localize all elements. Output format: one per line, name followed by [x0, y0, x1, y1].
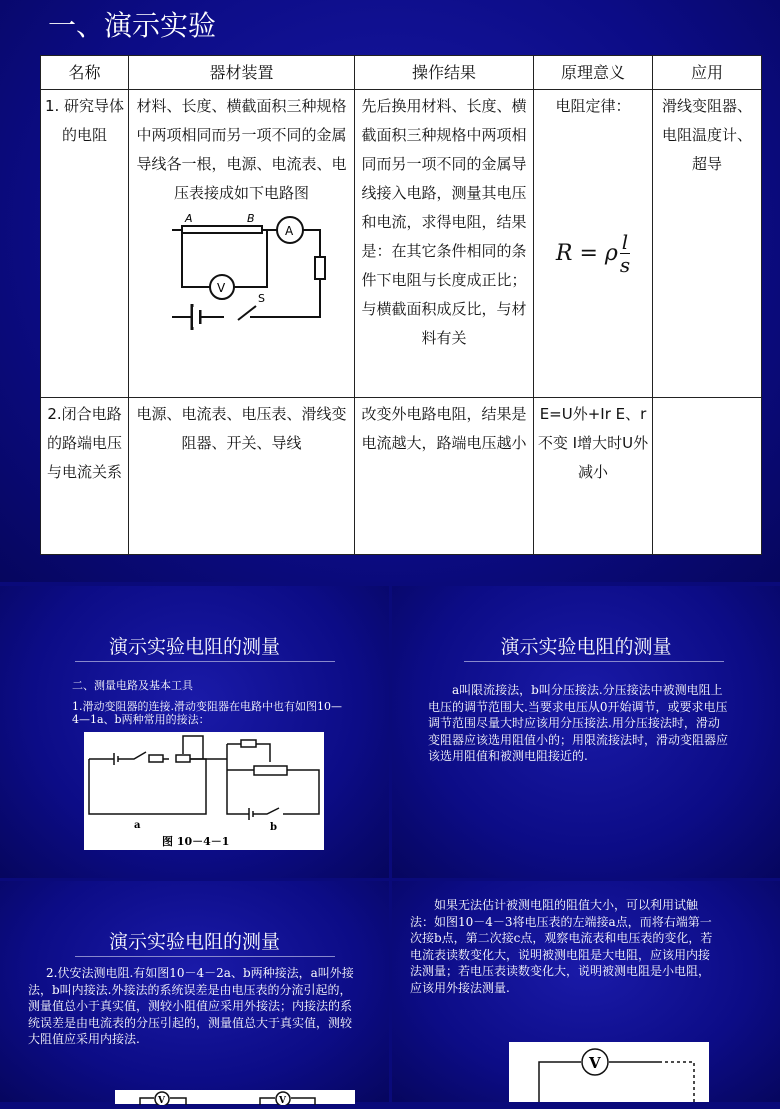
voltmeter-label: V	[589, 1054, 601, 1072]
label-b: B	[246, 212, 255, 225]
resistance-circuit-diagram	[152, 212, 332, 332]
cell-result: 改变外电路电阻，结果是电流越大，路端电压越小	[355, 398, 534, 555]
header-name: 名称	[41, 56, 129, 90]
voltammetry-circuits	[115, 1091, 355, 1105]
body-text: 1.滑动变阻器的连接.滑动变阻器在电路中也有如图10—4—1a、b两种常用的接法：	[72, 700, 342, 726]
voltmeter-label: V	[216, 281, 225, 295]
figure-caption: 图 10－4－1	[162, 835, 230, 848]
cell-name: 1. 研究导体的电阻	[41, 90, 129, 398]
formula-lhs: R = ρ	[555, 241, 618, 266]
resistance-formula	[537, 231, 649, 276]
formula-numerator: l	[621, 230, 629, 254]
cell-principle	[534, 90, 653, 398]
body-text: 2.伏安法测电阻.有如图10－4－2a、b两种接法，a叫外接法，b叫内接法.外接法的系统误差是由电压表的分流引起的，测量值总小于真实值，测较小阻值应采用外接法；内接法的系统误差是由电流表的分压引起的，测量值总大于真实值，测较大阻值应采用内接法.	[28, 966, 354, 1046]
table-header-row	[41, 56, 762, 90]
body-text: 如果无法估计被测电阻的阻值大小，可以利用试触法：如图10－4－3将电压表的左端接a点，而将右端第一次接b点，第二次接c点，观察电流表和电压表的变化，若电流表读数变化大，说明被测电阻是大电阻，应该用内接法测量；若电压表读数变化大，说明被测电阻是小电阻，应该用外接法测量.	[410, 898, 713, 995]
label-a: A	[184, 212, 193, 225]
slide-title: 一、演示实验	[48, 9, 217, 42]
slide-trial-contact	[392, 881, 780, 1102]
body-text: a叫限流接法，b叫分压接法.分压接法中被测电阻上电压的调节范围大.当要求电压从0开始调节，或要求电压调节范围尽量大时应该用分压接法.用分压接法时，滑动变阻器应该选用阻值小的；用限流接法时，滑动变阻器应该选用阻值和被测电阻接近的.	[428, 683, 729, 763]
slide-voltammetry	[0, 881, 389, 1105]
figure-10-4-1	[84, 732, 324, 850]
header-equipment: 器材装置	[129, 56, 355, 90]
figure-label-b: b	[270, 822, 277, 833]
formula-denominator: s	[619, 253, 631, 277]
header-principle: 原理意义	[534, 56, 653, 90]
cell-equipment	[129, 90, 355, 398]
voltmeter-label: V	[279, 1096, 286, 1105]
voltmeter-label: V	[158, 1096, 165, 1105]
slide-connection-methods	[392, 586, 780, 878]
title-divider	[464, 661, 724, 662]
cell-principle: E=U外+Ir E、r不变 I增大时U外减小	[534, 398, 653, 555]
header-result: 操作结果	[355, 56, 534, 90]
table-row	[41, 398, 762, 555]
title-divider	[75, 956, 335, 957]
header-application: 应用	[653, 56, 762, 90]
switch-label: S	[257, 292, 265, 305]
ammeter-label: A	[284, 224, 293, 238]
figure-label-a: a	[134, 820, 141, 831]
rheostat-circuits	[84, 732, 324, 850]
cell-application	[653, 398, 762, 555]
cell-equipment: 电源、电流表、电压表、滑线变阻器、开关、导线	[129, 398, 355, 555]
section-subtitle: 二、测量电路及基本工具	[72, 679, 193, 692]
slide-title: 演示实验电阻的测量	[108, 636, 280, 658]
figure-10-4-3	[509, 1042, 709, 1102]
cell-application: 滑线变阻器、电阻温度计、超导	[653, 90, 762, 398]
slide-measurement-tools	[0, 586, 389, 878]
equipment-text: 材料、长度、横截面积三种规格中两项相同而另一项不同的金属导线各一根，电源、电流表、电压表接成如下电路图	[136, 97, 347, 202]
cell-name: 2.闭合电路的路端电压与电流关系	[41, 398, 129, 555]
principle-text: 电阻定律：	[555, 97, 631, 115]
trial-contact-circuit	[509, 1042, 709, 1102]
experiment-table	[40, 55, 762, 555]
title-divider	[75, 661, 335, 662]
table-row	[41, 90, 762, 398]
slide-title: 演示实验电阻的测量	[108, 931, 280, 953]
slide-title: 演示实验电阻的测量	[500, 636, 672, 658]
cell-result: 先后换用材料、长度、横截面积三种规格中两项相同而另一项不同的金属导线接入电路，测量其电压和电流，求得电阻，结果是：在其它条件相同的条件下电阻与长度成正比；与横截面积成反比，与材料有关	[355, 90, 534, 398]
